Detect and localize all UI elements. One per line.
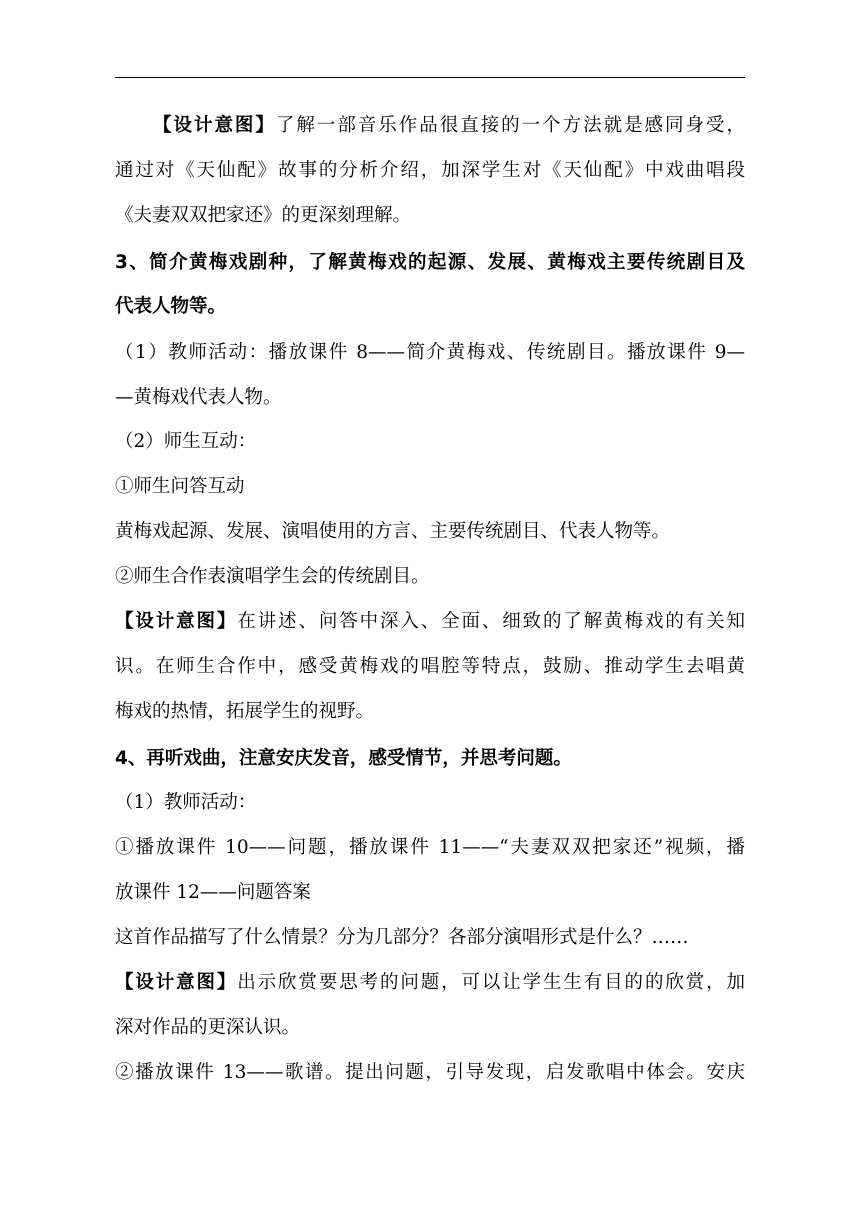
step-1-questions: 这首作品描写了什么情景？分为几部分？各部分演唱形式是什么？……: [115, 927, 689, 948]
section-4-heading: 4、再听戏曲，注意安庆发音，感受情节，并思考问题。: [115, 748, 572, 769]
design-intent-2-line-1: 【设计意图】在讲述、问答中深入、全面、细致的了解黄梅戏的有关知: [115, 611, 745, 632]
design-intent-3-line-2: 深对作品的更深认识。: [115, 1017, 301, 1038]
design-intent-label: 【设计意图】: [115, 611, 238, 632]
design-intent-label: 【设计意图】: [153, 115, 276, 136]
section-3-heading-line-1: 3、简介黄梅戏剧种，了解黄梅戏的起源、发展、黄梅戏主要传统剧目及: [115, 252, 745, 273]
design-intent-3-line-1: 【设计意图】出示欣赏要思考的问题，可以让学生生有目的的欣赏，加: [115, 972, 745, 993]
header-rule: [115, 77, 745, 78]
qa-body: 黄梅戏起源、发展、演唱使用的方言、主要传统剧目、代表人物等。: [115, 521, 671, 542]
design-intent-2-line-2: 识。在师生合作中，感受黄梅戏的唱腔等特点，鼓励、推动学生去唱黄: [115, 656, 745, 677]
design-intent-1-line-2: 通过对《天仙配》故事的分析介绍，加深学生对《天仙配》中戏曲唱段: [115, 160, 745, 181]
teacher-activity-heading: （1）教师活动：: [115, 792, 257, 813]
interaction-heading: （2）师生互动：: [115, 431, 257, 452]
design-intent-1-line-3: 《夫妻双双把家还》的更深刻理解。: [115, 205, 412, 226]
design-intent-2-line-3: 梅戏的热情，拓展学生的视野。: [115, 701, 375, 722]
qa-item: ①师生问答互动: [115, 476, 245, 497]
teacher-activity-line-2: —黄梅戏代表人物。: [115, 387, 282, 408]
cooperation-item: ②师生合作表演唱学生会的传统剧目。: [115, 566, 430, 587]
design-intent-label: 【设计意图】: [115, 972, 238, 993]
design-intent-1-line-1: 【设计意图】了解一部音乐作品很直接的一个方法就是感同身受，: [153, 115, 745, 136]
teacher-activity-line-1: （1）教师活动：播放课件 8——简介黄梅戏、传统剧目。播放课件 9—: [115, 342, 745, 363]
section-3-heading-line-2: 代表人物等。: [115, 296, 227, 317]
step-1-line-2: 放课件 12——问题答案: [115, 882, 311, 903]
step-2-line-1: ②播放课件 13——歌谱。提出问题，引导发现，启发歌唱中体会。安庆: [115, 1062, 745, 1083]
step-1-line-1: ①播放课件 10——问题，播放课件 11——“夫妻双双把家还”视频，播: [115, 837, 745, 858]
